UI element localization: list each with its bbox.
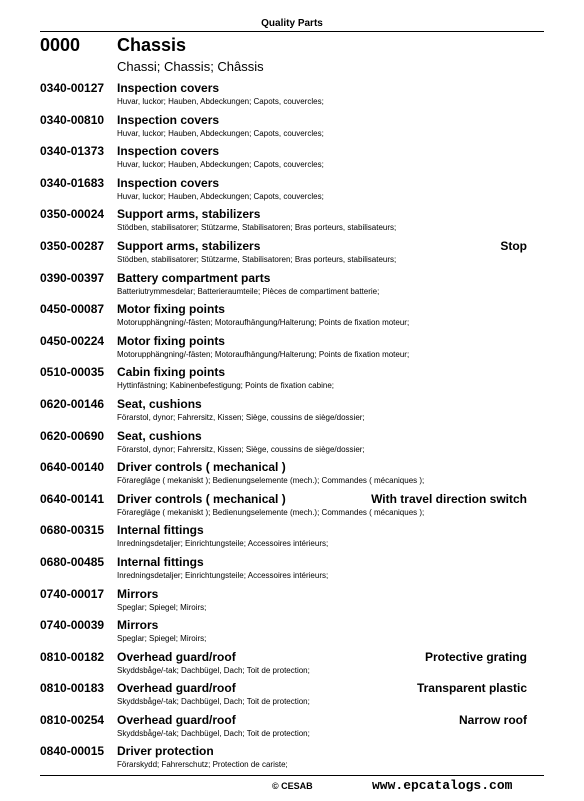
footer-brand-logo: © CESAB: [272, 781, 313, 791]
part-title: Driver controls ( mechanical ): [117, 460, 286, 475]
list-item: [40, 365, 530, 397]
list-item: [40, 334, 530, 366]
section-subtitle: Chassi; Chassis; Châssis: [117, 59, 264, 74]
part-code: 0640-00141: [40, 491, 105, 506]
part-title: Inspection covers: [117, 144, 220, 159]
section-title: Chassis: [117, 35, 187, 55]
list-item: [40, 207, 530, 239]
list-item: [40, 239, 530, 271]
part-title: Support arms, stabilizers: [117, 207, 261, 222]
part-description: Skyddsbåge/-tak; Dachbügel, Dach; Toit de protection;: [117, 697, 310, 707]
part-title: Motor fixing points: [117, 302, 225, 317]
part-title: Overhead guard/roof: [117, 712, 236, 727]
part-note: Narrow roof: [458, 712, 527, 727]
part-title: Internal fittings: [117, 554, 204, 569]
part-code: 0640-00140: [40, 460, 105, 475]
part-title: Seat, cushions: [117, 428, 202, 443]
list-item: [40, 650, 530, 682]
part-note: Transparent plastic: [416, 681, 527, 696]
part-title: Mirrors: [117, 586, 159, 601]
part-description: Skyddsbåge/-tak; Dachbügel, Dach; Toit de protection;: [117, 665, 310, 675]
part-title: Support arms, stabilizers: [117, 238, 261, 253]
list-item: [40, 555, 530, 587]
footer-rule: [40, 775, 544, 776]
part-code: 0680-00315: [40, 523, 105, 538]
part-code: 0340-01683: [40, 175, 105, 190]
part-code: 0340-00810: [40, 112, 105, 127]
part-description: Huvar, luckor; Hauben, Abdeckungen; Capots, couvercles;: [117, 191, 324, 201]
page-header-title: Quality Parts: [261, 18, 323, 29]
part-code: 0810-00182: [40, 649, 105, 664]
part-code: 0740-00017: [40, 586, 105, 601]
part-description: Batteriutrymmesdelar; Batterieraumteile; Pièces de compartiment batterie;: [117, 286, 380, 296]
part-title: Battery compartment parts: [117, 270, 271, 285]
part-title: Overhead guard/roof: [117, 681, 236, 696]
part-description: Huvar, luckor; Hauben, Abdeckungen; Capots, couvercles;: [117, 128, 324, 138]
part-code: 0350-00287: [40, 238, 105, 253]
part-title: Inspection covers: [117, 112, 220, 127]
part-code: 0450-00224: [40, 333, 105, 348]
list-item: [40, 397, 530, 429]
part-description: Motorupphängning/-fästen; Motoraufhängung/Halterung; Points de fixation moteur;: [117, 318, 410, 328]
part-note: Stop: [500, 238, 527, 253]
part-description: Föraregläge ( mekaniskt ); Bedienungselemente (mech.); Commandes ( mécaniques );: [117, 476, 425, 486]
footer-url: www.epcatalogs.com: [372, 778, 513, 793]
part-code: 0840-00015: [40, 744, 105, 759]
part-title: Seat, cushions: [117, 396, 202, 411]
part-code: 0680-00485: [40, 554, 105, 569]
section-code: 0000: [40, 35, 81, 55]
list-item: [40, 302, 530, 334]
part-code: 0340-00127: [40, 81, 105, 95]
part-code: 0740-00039: [40, 618, 105, 633]
part-code: 0350-00024: [40, 207, 105, 222]
part-code: 0340-01373: [40, 144, 105, 159]
list-item: [40, 113, 530, 145]
part-title: Mirrors: [117, 618, 159, 633]
part-title: Motor fixing points: [117, 333, 225, 348]
header-rule: [40, 31, 544, 32]
part-code: 0620-00690: [40, 428, 105, 443]
list-item: [40, 523, 530, 555]
list-item: [40, 271, 530, 303]
part-note: With travel direction switch: [371, 491, 527, 506]
list-item: [40, 618, 530, 650]
part-title: Inspection covers: [117, 175, 220, 190]
part-title: Cabin fixing points: [117, 365, 225, 380]
list-item: [40, 460, 530, 492]
list-item: [40, 429, 530, 461]
part-description: Hyttinfästning; Kabinenbefestigung; Points de fixation cabine;: [117, 381, 335, 391]
part-title: Overhead guard/roof: [117, 649, 236, 664]
part-description: Huvar, luckor; Hauben, Abdeckungen; Capots, couvercles;: [117, 97, 324, 106]
list-item: [40, 587, 530, 619]
part-description: Inredningsdetaljer; Einrichtungsteile; Accessoires intérieurs;: [117, 539, 329, 549]
part-description: Förarskydd; Fahrerschutz; Protection de cariste;: [117, 760, 288, 770]
part-title: Inspection covers: [117, 81, 220, 95]
part-description: Inredningsdetaljer; Einrichtungsteile; Accessoires intérieurs;: [117, 570, 329, 580]
part-description: Speglar; Spiegel; Miroirs;: [117, 634, 207, 644]
part-code: 0810-00183: [40, 681, 105, 696]
list-item: [40, 144, 530, 176]
parts-list: [40, 81, 530, 776]
part-description: Skyddsbåge/-tak; Dachbügel, Dach; Toit de protection;: [117, 728, 310, 738]
list-item: [40, 492, 530, 524]
part-code: 0390-00397: [40, 270, 105, 285]
part-description: Stödben, stabilisatorer; Stützarme, Stabilisatoren; Bras porteurs, stabilisateurs;: [117, 254, 397, 264]
part-title: Driver controls ( mechanical ): [117, 491, 286, 506]
part-description: Förarstol, dynor; Fahrersitz, Kissen; Siège, coussins de siège/dossier;: [117, 412, 365, 422]
part-code: 0450-00087: [40, 302, 105, 317]
part-title: Internal fittings: [117, 523, 204, 538]
list-item: [40, 81, 530, 113]
part-description: Huvar, luckor; Hauben, Abdeckungen; Capots, couvercles;: [117, 160, 324, 170]
part-description: Föraregläge ( mekaniskt ); Bedienungselemente (mech.); Commandes ( mécaniques );: [117, 507, 425, 517]
list-item: [40, 176, 530, 208]
part-code: 0620-00146: [40, 396, 105, 411]
list-item: [40, 681, 530, 713]
list-item: [40, 713, 530, 745]
part-title: Driver protection: [117, 744, 214, 759]
part-description: Stödben, stabilisatorer; Stützarme, Stabilisatoren; Bras porteurs, stabilisateurs;: [117, 223, 397, 233]
part-description: Speglar; Spiegel; Miroirs;: [117, 602, 207, 612]
list-item: [40, 744, 530, 776]
part-description: Förarstol, dynor; Fahrersitz, Kissen; Siège, coussins de siège/dossier;: [117, 444, 365, 454]
part-note: Protective grating: [424, 649, 527, 664]
part-code: 0510-00035: [40, 365, 105, 380]
part-description: Motorupphängning/-fästen; Motoraufhängung/Halterung; Points de fixation moteur;: [117, 349, 410, 359]
part-code: 0810-00254: [40, 712, 105, 727]
